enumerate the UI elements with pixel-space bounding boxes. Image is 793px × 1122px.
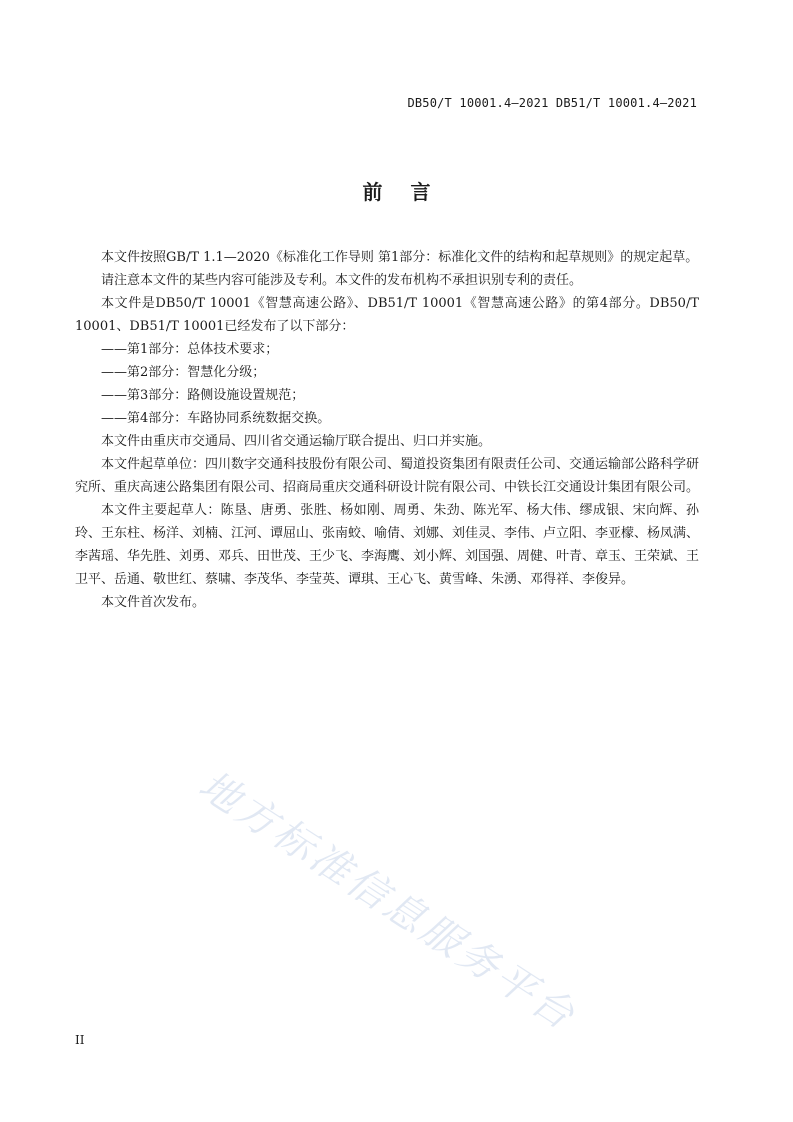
paragraph-drafting-rules: 本文件按照GB/T 1.1—2020《标准化工作导则 第1部分：标准化文件的结构和起草规则》的规定起草。 [101,250,699,265]
watermark: 地方标准信息服务平台 [190,762,585,1041]
page-number: II [75,1033,85,1047]
paragraph-series-parts: 本文件是DB50/T 10001《智慧高速公路》、DB51/T 10001《智慧高速公路》的第4部分。DB50/T 10001、DB51/T 10001已经发布了以下部分： [75,296,699,334]
paragraph-first-release: 本文件首次发布。 [101,595,206,610]
paragraph-proposer: 本文件由重庆市交通局、四川省交通运输厅联合提出、归口并实施。 [101,434,492,449]
list-item-part-4: ——第4部分：车路协同系统数据交换。 [101,411,331,426]
paragraph-patent-notice: 请注意本文件的某些内容可能涉及专利。本文件的发布机构不承担识别专利的责任。 [101,273,583,288]
document-code-header: DB50/T 10001.4—2021 DB51/T 10001.4—2021 [407,96,697,110]
list-item-part-3: ——第3部分：路侧设施设置规范； [101,388,305,403]
paragraph-drafters: 本文件主要起草人：陈垦、唐勇、张胜、杨如刚、周勇、朱劲、陈光军、杨大伟、缪成银、宋向辉、孙玲、王东柱、杨洋、刘楠、江河、谭屈山、张南蛟、喻倩、刘娜、刘佳灵、李伟、卢立阳、李亚檬、杨凤满、李茜瑶、华先胜、刘勇、邓兵、田世茂、王少飞、李海鹰、刘小辉、刘国强、周健、叶青、章玉、王荣斌、王卫平、岳通、敬世红、蔡啸、李茂华、李莹英、谭琪、王心飞、黄雪峰、朱湧、邓得祥、李俊异。 [75,503,700,587]
list-item-part-1: ——第1部分：总体技术要求； [101,342,279,357]
list-item-part-2: ——第2部分：智慧化分级； [101,365,266,380]
foreword-body [75,246,699,614]
paragraph-drafting-units: 本文件起草单位：四川数字交通科技股份有限公司、蜀道投资集团有限责任公司、交通运输部公路科学研究所、重庆高速公路集团有限公司、招商局重庆交通科研设计院有限公司、中铁长江交通设计集团有限公司。 [75,457,700,495]
page-title: 前言 [362,180,459,204]
